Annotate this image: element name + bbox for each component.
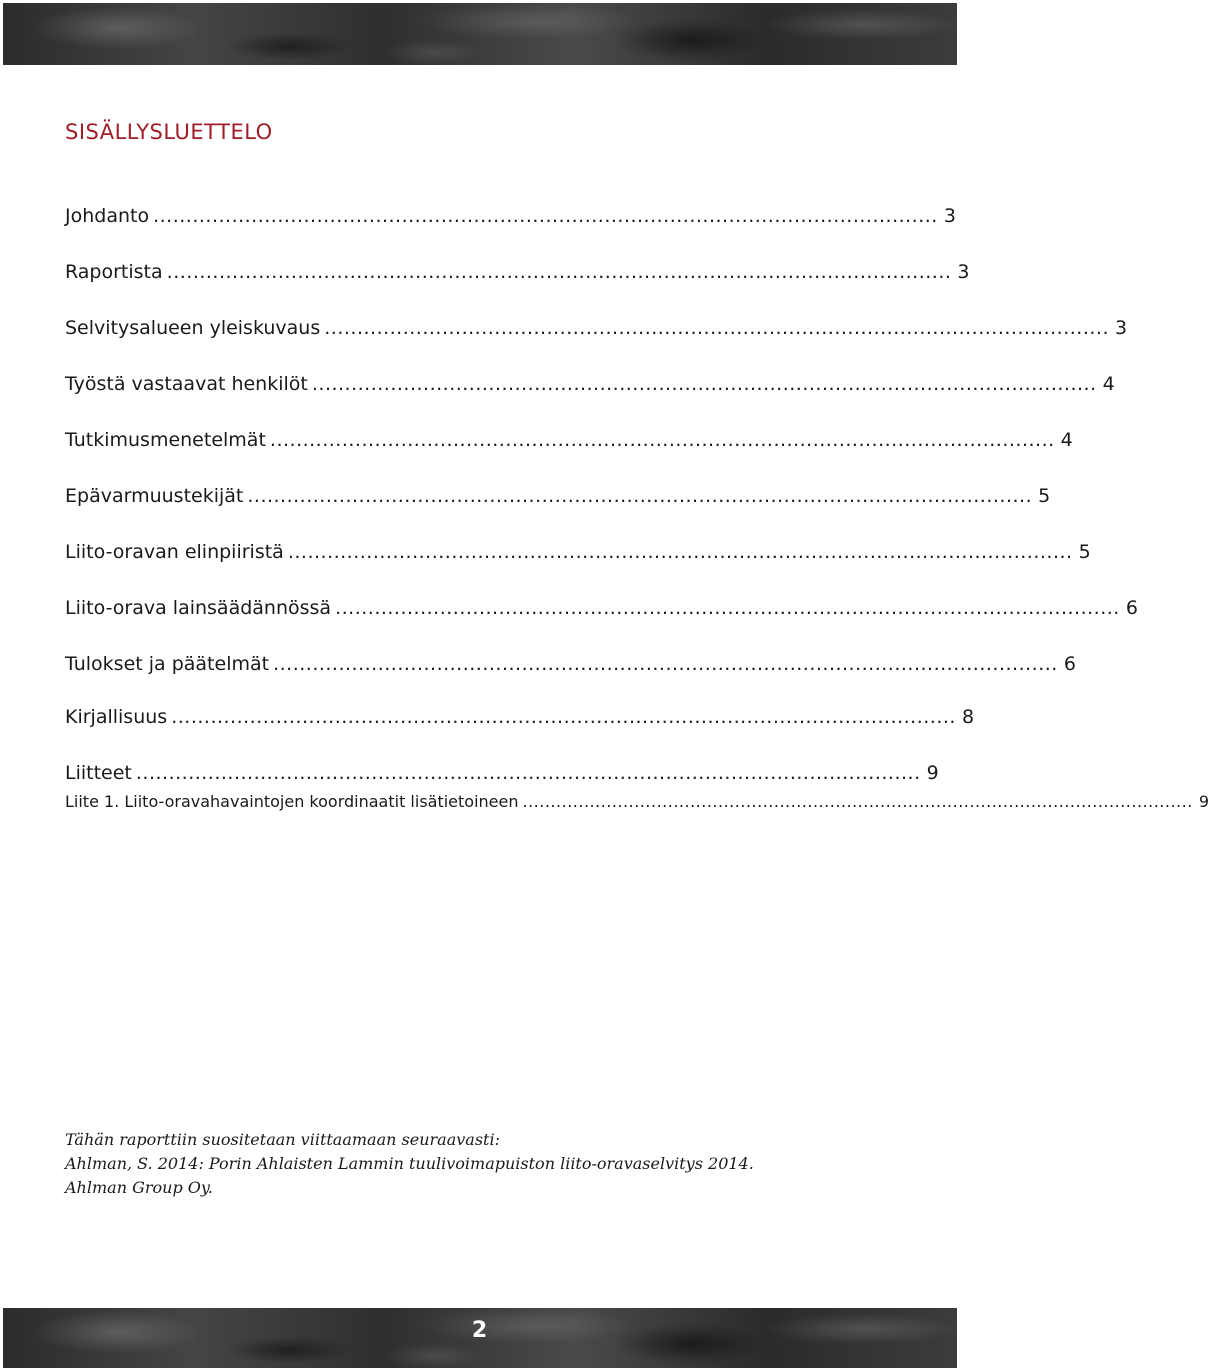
toc-entry-label: Tutkimusmenetelmät [65,429,266,451]
toc-entry-label: Johdanto [65,205,150,227]
page-number: 2 [471,1318,489,1343]
toc-entry-page: 4 [1102,373,1115,395]
toc-entry-label: Liito-oravan elinpiiristä [65,541,284,563]
toc-leader-dots: ........................................................................................................................ [324,317,1109,339]
toc-entry-selvitysalueen-yleiskuvaus[interactable] [65,317,1128,347]
toc-leader-dots: ........................................................................................................................ [335,597,1120,619]
toc-entry-epavarmuustekijat[interactable] [65,485,1051,515]
toc-leader-dots: ........................................................................................................................ [153,205,938,227]
header-stone-band [3,3,957,65]
toc-leader-dots: ........................................................................................................................ [269,429,1055,451]
toc-leader-dots: ........................................................................................................................ [311,373,1097,395]
citation-reference: Ahlman, S. 2014: Porin Ahlaisten Lammin tuulivoimapuiston liito-oravaselvitys 2014. [65,1154,754,1173]
toc-leader-dots: ........................................................................................................................ [522,792,1193,811]
toc-entry-label: Liite 1. Liito-oravahavaintojen koordinaatit lisätietoineen [65,792,519,811]
toc-entry-raportista[interactable] [65,261,970,291]
toc-entry-label: Työstä vastaavat henkilöt [65,373,308,395]
toc-leader-dots: ........................................................................................................................ [135,762,921,784]
toc-entry-tutkimusmenetelmat[interactable] [65,429,1073,459]
toc-entry-kirjallisuus[interactable] [65,706,975,736]
toc-leader-dots: ........................................................................................................................ [273,653,1058,675]
toc-entry-liito-orava-lainsaadannossa[interactable] [65,597,1138,627]
toc-entry-liite-1[interactable] [65,792,1209,822]
toc-entry-page: 3 [943,205,956,227]
toc-title: SISÄLLYSLUETTELO [65,120,273,144]
citation-intro: Tähän raporttiin suositetaan viittaamaan seuraavasti: [65,1130,500,1149]
toc-entry-page: 8 [961,706,975,728]
toc-entry-label: Liitteet [65,762,132,784]
toc-leader-dots: ........................................................................................................................ [171,706,956,728]
toc-entry-label: Tulokset ja päätelmät [65,653,270,675]
toc-entry-tyosta-vastaavat-henkilot[interactable] [65,373,1115,403]
toc-entry-page: 9 [926,762,939,784]
toc-entry-page: 6 [1125,597,1138,619]
toc-entry-label: Raportista [65,261,163,283]
toc-entry-liito-oravan-elinpiirista[interactable] [65,541,1091,571]
toc-entry-johdanto[interactable] [65,205,956,235]
toc-entry-page: 4 [1060,429,1073,451]
toc-entry-tulokset-ja-paatelmat[interactable] [65,653,1076,683]
toc-leader-dots: ........................................................................................................................ [287,541,1073,563]
toc-entry-page: 6 [1063,653,1076,675]
toc-entry-label: Liito-orava lainsäädännössä [65,597,332,619]
toc-entry-label: Kirjallisuus [65,706,168,728]
toc-leader-dots: ........................................................................................................................ [166,261,952,283]
toc-entry-label: Selvitysalueen yleiskuvaus [65,317,321,339]
toc-entry-label: Epävarmuustekijät [65,485,244,507]
toc-entry-page: 5 [1078,541,1091,563]
citation-publisher: Ahlman Group Oy. [65,1178,213,1197]
toc-entry-page: 9 [1198,792,1209,811]
toc-entry-liitteet[interactable] [65,762,939,792]
toc-entry-page: 5 [1038,485,1051,507]
citation-note [65,1128,754,1200]
toc-entry-page: 3 [1115,317,1128,339]
toc-leader-dots: ........................................................................................................................ [247,485,1033,507]
toc-entry-page: 3 [957,261,970,283]
